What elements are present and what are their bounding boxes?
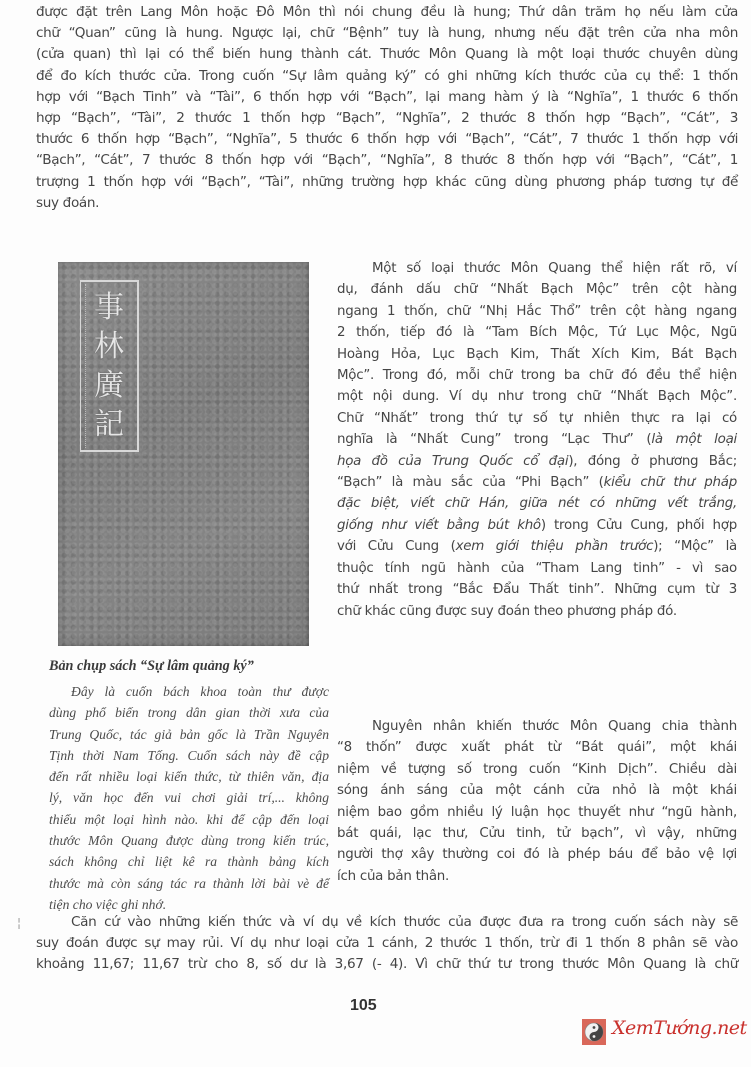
caption-line: lý, văn học đến vui chơi giải trí,... không <box>49 790 329 806</box>
text-line: hợp với “Bạch Tinh” và “Tài”, 6 thốn hợp với “Bạch”, lại mang hàm ý là “Nghĩa”, 1 thước 6 thốn <box>36 88 738 105</box>
cjk-char: 林 <box>94 329 124 364</box>
text-line: ích của bản thân. <box>337 868 450 884</box>
text-run: “Bạch” là màu sắc của “Phi Bạch” ( <box>337 475 604 491</box>
text-line: dụ, đánh dấu chữ “Nhất Bạch Mộc” trên cột hàng <box>337 282 737 298</box>
text-run: ); “Mộc” là <box>653 539 737 555</box>
text-line: suy đoán được sự may rủi. Ví dụ như loại cửa 1 cánh, 2 thước 1 thốn, trừ đi 1 thốn 8 phân sẽ vào <box>36 935 738 952</box>
text-line <box>337 515 737 536</box>
caption-line: Đây là cuốn bách khoa toàn thư được <box>71 684 329 699</box>
text-line: Nguyên nhân khiến thước Môn Quang chia thành <box>372 719 737 734</box>
text-line: người thợ xây thường coi đó là phép báu để bảo vệ lợi <box>337 847 737 863</box>
figure-caption-body <box>49 681 329 915</box>
cjk-char: 事 <box>94 290 124 325</box>
text-line: chữ khác cũng được suy đoán theo phương pháp đó. <box>337 603 677 619</box>
italic-run: là một loại <box>651 432 738 448</box>
text-line: hợp “Bạch”, “Tài”, 2 thước 1 thốn hợp “Bạch”, “Nghĩa”, 2 thước 8 thốn hợp “Bạch”, “Cát”, 3 <box>36 110 738 127</box>
text-line: thước 6 thốn hợp “Bạch”, “Nghĩa”, 5 thước 6 thốn hợp với “Bạch”, “Cát”, 7 thước 1 thốn hợp với <box>36 131 738 148</box>
yin-yang-icon <box>582 1019 606 1045</box>
bottom-paragraph <box>36 912 738 976</box>
watermark-logo <box>582 1015 747 1051</box>
text-line: Một số loại thước Môn Quang thể hiện rất rõ, ví <box>372 261 737 276</box>
caption-line: thước Môn Quang được dùng trong kiến trúc, <box>49 833 329 849</box>
text-line: niệm về tượng số trong cuốn “Kinh Dịch”. Chiều dài <box>337 761 737 777</box>
text-line: 2 thốn, tiếp đó là “Tam Bích Mộc, Tứ Lục Mộc, Ngũ <box>337 325 737 341</box>
text-line: để đo kích thước cửa. Trong cuốn “Sự lâm quảng ký” có ghi những kích thước của cụ thể: 1 thốn <box>36 67 738 84</box>
caption-line: đến rất nhiều loại kiến thức, từ thiên văn, địa <box>49 769 329 785</box>
caption-line: tiện cho việc ghi nhớ. <box>49 896 167 912</box>
text-line: (cửa quan) thì lại có thể biến hung thành cát. Thước Môn Quang là một loại thước chuyên dùng <box>36 46 738 63</box>
text-line <box>337 536 737 557</box>
caption-line: sách không chỉ liệt kê ra thành bảng kích <box>49 854 329 870</box>
text-line: Mộc”. Trong đó, mỗi chữ trong ba chữ đó đều thể hiện <box>337 368 737 384</box>
top-paragraph <box>36 2 738 214</box>
cover-title-label <box>80 280 139 452</box>
text-line: bát quái, lạc thư, Cửu tinh, tử bạch”, vì vậy, những <box>337 826 737 842</box>
text-run: ), đóng ở phương Bắc; <box>568 453 737 469</box>
text-line <box>337 472 737 493</box>
text-line: suy đoán. <box>36 194 100 211</box>
cjk-char: 記 <box>94 407 124 442</box>
text-line: Chữ “Nhất” trong thứ tự số tự nhiên thực ra lại có <box>337 410 737 426</box>
text-line: niệm bao gồm nhiều lý luận học thuyết như “ngũ hành, <box>337 804 737 820</box>
text-line: thuộc tính ngũ hành của “Tham Lang tinh” - vì sao <box>337 560 737 576</box>
text-line: sóng ánh sáng của một cánh cửa nhỏ là một khái <box>337 783 737 799</box>
text-line <box>337 429 737 450</box>
text-line: “8 thốn” được xuất phát từ “Bát quái”, một khái <box>337 740 737 756</box>
text-line: thứ nhất trong “Bắc Đẩu Thất tinh”. Những cụm từ 3 <box>337 582 737 598</box>
margin-mark: ¦ <box>17 916 22 930</box>
text-run: nghĩa là “Nhất Cung” trong “Lạc Thư” ( <box>337 432 652 448</box>
figure-caption-title: Bản chụp sách “Sự lâm quảng ký” <box>49 658 254 674</box>
text-line: khoảng 11,67; 11,67 trừ cho 8, số dư là 3,67 (- 4). Vì chữ thứ tư trong thước Môn Quang là chữ <box>36 956 738 973</box>
caption-line: Tịnh thời Nam Tống. Cuốn sách này đề cập <box>49 747 329 763</box>
caption-line: thước mà còn sáng tác ra thành lời bài vè để <box>49 875 329 891</box>
italic-run: giống như viết bằng bút khô <box>337 517 541 533</box>
italic-run: đặc biệt, viết chữ Hán, giữa nét có những vết trắng, <box>337 496 737 512</box>
text-line <box>337 493 737 514</box>
text-line: chữ “Quan” cũng là hung. Ngược lại, chữ “Bệnh” tuy là hung, nhưng nếu đặt trên cửa nha môn <box>36 25 738 42</box>
italic-run: kiểu chữ thư pháp <box>603 475 737 491</box>
text-line: Hoàng Hỏa, Lục Bạch Kim, Thất Xích Kim, Bát Bạch <box>337 346 737 362</box>
text-line: ngang 1 thốn, chữ “Nhị Hắc Thổ” trên cột hàng ngang <box>337 303 737 319</box>
italic-run: xem giới thiệu phần trước <box>455 539 654 555</box>
watermark-text: XemTướng.net <box>612 1017 747 1039</box>
text-line: một nội dung. Ví dụ như trong chữ “Nhất Bạch Mộc”. <box>337 389 737 405</box>
right-column-paragraph-2 <box>337 716 737 887</box>
text-line <box>337 451 737 472</box>
caption-line: thiếu một loại hình nào. khi để cập đến loại <box>49 811 329 827</box>
caption-line: dùng phổ biến trong dân gian thời xưa của <box>49 705 329 721</box>
book-cover-photo <box>58 262 309 646</box>
text-run: với Cửu Cung ( <box>337 539 456 555</box>
caption-line: Trung Quốc, tác giả bản gốc là Trần Nguyên <box>49 726 329 742</box>
cover-title-cjk <box>89 288 129 444</box>
right-column-paragraph-1 <box>337 258 737 622</box>
text-line: “Bạch”, “Cát”, 7 thước 8 thốn hợp với “Bạch”, “Nghĩa”, 8 thước 8 thốn hợp với “Bạch”, “Cát”, 1 <box>36 152 738 169</box>
text-line: được đặt trên Lang Môn hoặc Đô Môn thì nói chung đều là hung; Thứ dân trăm họ nếu làm cửa <box>36 4 738 20</box>
text-line: trượng 1 thốn hợp với “Bạch”, “Tài”, những trường hợp khác cũng dùng phương pháp tương tự để <box>36 173 738 190</box>
italic-run: họa đồ của Trung Quốc cổ đại <box>337 453 569 469</box>
text-run: ) trong Cửu Cung, phối hợp <box>540 517 737 533</box>
cjk-char: 廣 <box>94 368 124 403</box>
text-line: Căn cứ vào những kiến thức và ví dụ về kích thước của được đưa ra trong cuốn sách này sẽ <box>71 914 738 930</box>
page-number: 105 <box>350 997 377 1014</box>
